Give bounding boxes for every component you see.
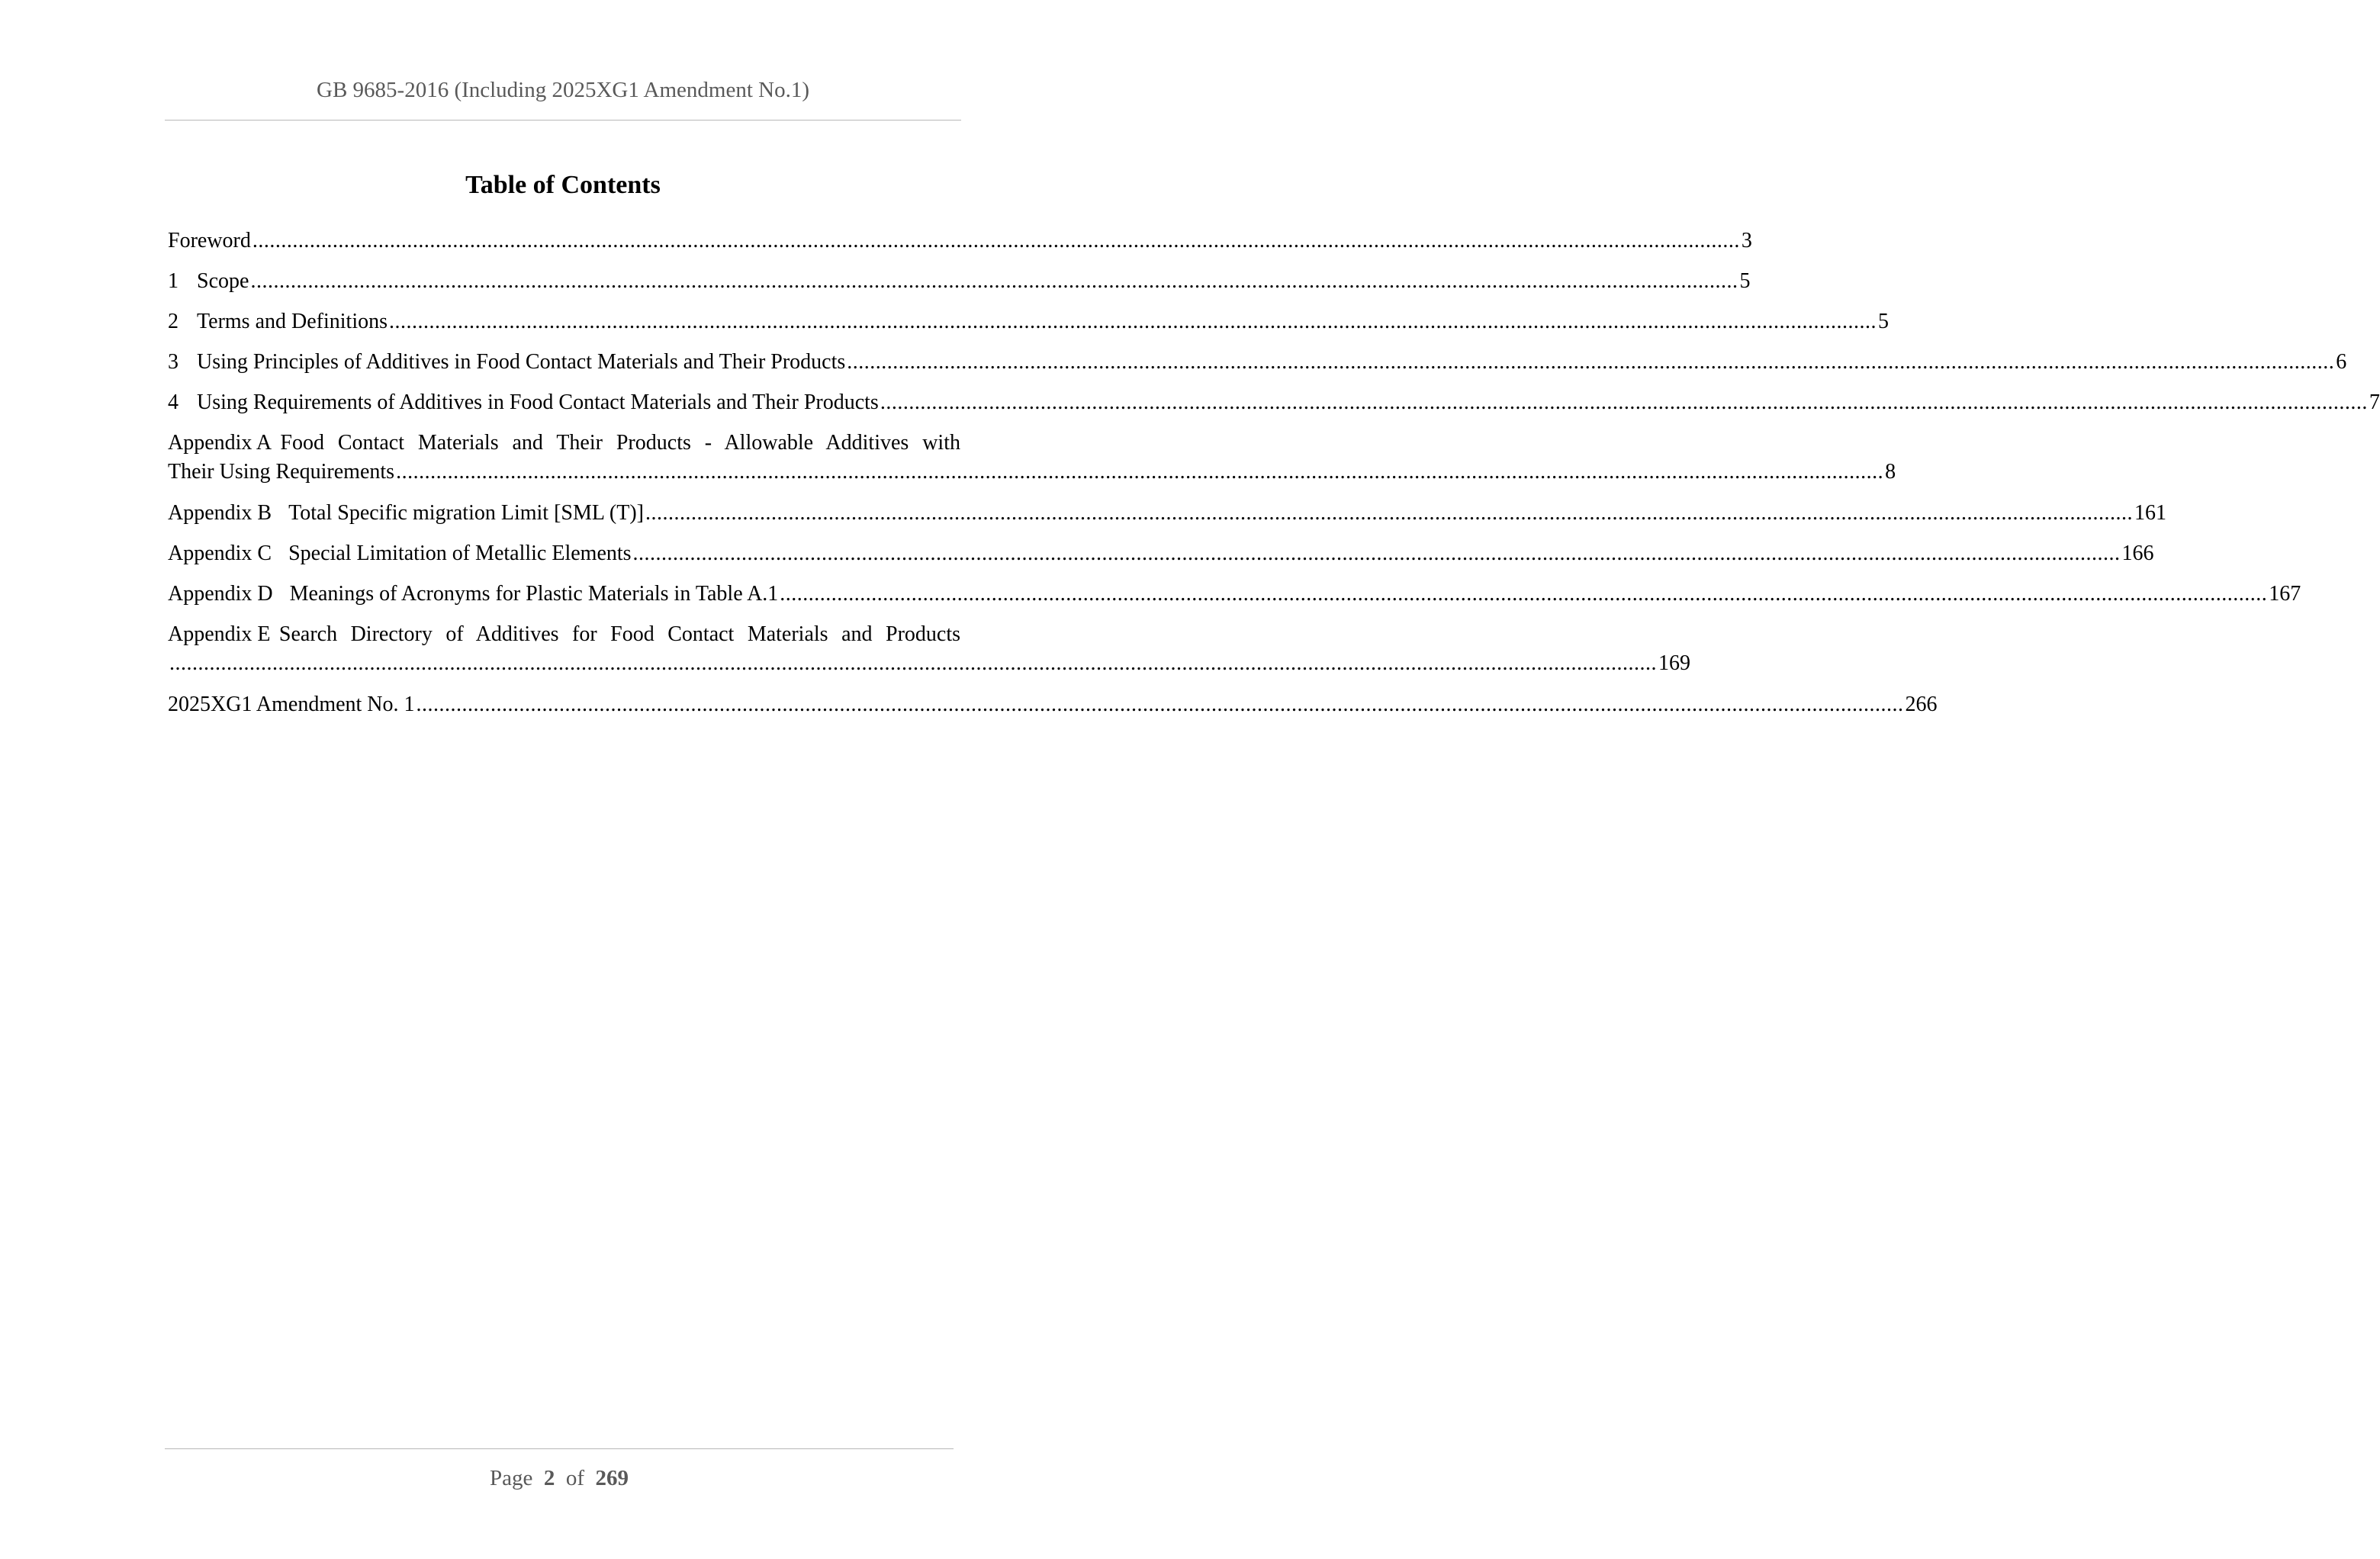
toc-entry-label: Using Principles of Additives in Food Contact Materials and Their Products bbox=[197, 350, 846, 374]
toc-entry-appendix-e[interactable] bbox=[168, 621, 1690, 691]
toc-entry-appendix-b[interactable] bbox=[168, 500, 2167, 540]
toc-entry-appendix-a[interactable] bbox=[168, 429, 1896, 500]
toc-entry-amendment[interactable] bbox=[168, 691, 1938, 731]
toc-section-number: 1 bbox=[168, 269, 178, 293]
toc-appendix-label: Appendix E bbox=[168, 622, 271, 646]
leader-dots: .................................................................................................................................................................................................................................................................... bbox=[632, 542, 2121, 565]
toc-page-number: 167 bbox=[2269, 582, 2301, 606]
leader-dots: .................................................................................................................................................................................................................................................................... bbox=[389, 310, 1877, 333]
toc-entry-label: Special Limitation of Metallic Elements bbox=[288, 542, 632, 565]
leader-dots: .................................................................................................................................................................................................................................................................... bbox=[416, 693, 1904, 716]
toc-section-number: 4 bbox=[168, 391, 178, 414]
page-word: Page bbox=[489, 1466, 533, 1490]
toc-page-number: 3 bbox=[1741, 229, 1752, 252]
toc-entry-label: Food Contact Materials and Their Products - Allowable Additives with bbox=[280, 431, 960, 455]
leader-dots: .................................................................................................................................................................................................................................................................... bbox=[847, 350, 2335, 374]
toc-page-number: 6 bbox=[2336, 350, 2347, 374]
toc-entry-label: Foreword bbox=[168, 229, 251, 252]
header-divider bbox=[165, 120, 961, 121]
toc-entry-first-line bbox=[168, 621, 960, 650]
toc-section-number: 3 bbox=[168, 350, 178, 374]
toc-entry-appendix-c[interactable] bbox=[168, 540, 2154, 580]
running-header: GB 9685-2016 (Including 2025XG1 Amendment No.1) bbox=[317, 78, 809, 102]
toc-entry-appendix-d[interactable] bbox=[168, 580, 2301, 621]
toc-entry-using-principles[interactable] bbox=[168, 349, 2347, 389]
toc-page-number: 266 bbox=[1905, 693, 1938, 716]
of-word: of bbox=[565, 1466, 585, 1490]
toc-page-number: 161 bbox=[2134, 501, 2167, 525]
toc-entry-label: Terms and Definitions bbox=[197, 310, 388, 333]
leader-dots: .................................................................................................................................................................................................................................................................... bbox=[645, 501, 2134, 525]
toc-entry-label: Meanings of Acronyms for Plastic Materials in Table A.1 bbox=[289, 582, 779, 606]
toc-entry-label: Search Directory of Additives for Food Contact Materials and Products bbox=[278, 622, 960, 646]
toc-entry-scope[interactable] bbox=[168, 268, 1751, 308]
current-page-number: 2 bbox=[543, 1466, 555, 1490]
toc-entry-foreword[interactable] bbox=[168, 227, 1752, 268]
toc-entry-using-requirements[interactable] bbox=[168, 389, 2380, 429]
leader-dots: .................................................................................................................................................................................................................................................................... bbox=[396, 460, 1884, 484]
toc-list bbox=[168, 227, 2380, 731]
leader-dots: .................................................................................................................................................................................................................................................................... bbox=[252, 229, 1740, 252]
toc-appendix-label: Appendix B bbox=[168, 501, 272, 525]
toc-page-number: 166 bbox=[2121, 542, 2154, 565]
toc-entry-first-line bbox=[168, 429, 960, 458]
toc-page-number: 5 bbox=[1878, 310, 1889, 333]
total-pages-number: 269 bbox=[595, 1466, 629, 1490]
toc-page-number: 7 bbox=[2369, 391, 2380, 414]
toc-entry-label: Total Specific migration Limit [SML (T)] bbox=[288, 501, 645, 525]
leader-dots: .................................................................................................................................................................................................................................................................... bbox=[880, 391, 2368, 414]
leader-dots: .................................................................................................................................................................................................................................................................... bbox=[250, 269, 1738, 293]
toc-entry-label: Using Requirements of Additives in Food Contact Materials and Their Products bbox=[197, 391, 879, 414]
footer-divider bbox=[165, 1448, 954, 1449]
toc-page-number: 8 bbox=[1885, 460, 1896, 484]
toc-title: Table of Contents bbox=[465, 171, 661, 199]
toc-appendix-label: Appendix D bbox=[168, 582, 273, 606]
leader-dots: .................................................................................................................................................................................................................................................................... bbox=[780, 582, 2268, 606]
toc-appendix-label: Appendix C bbox=[168, 542, 272, 565]
page-indicator bbox=[165, 1464, 954, 1492]
toc-appendix-label: Appendix A bbox=[168, 431, 272, 455]
leader-dots: .................................................................................................................................................................................................................................................................... bbox=[169, 651, 1657, 675]
toc-entry-label: Scope bbox=[197, 269, 249, 293]
toc-section-number: 2 bbox=[168, 310, 178, 333]
toc-page-number: 169 bbox=[1658, 651, 1690, 675]
toc-entry-label-continued: Their Using Requirements bbox=[168, 460, 395, 484]
toc-entry-terms-definitions[interactable] bbox=[168, 308, 1889, 349]
toc-page-number: 5 bbox=[1739, 269, 1751, 293]
toc-entry-label: 2025XG1 Amendment No. 1 bbox=[168, 693, 415, 716]
